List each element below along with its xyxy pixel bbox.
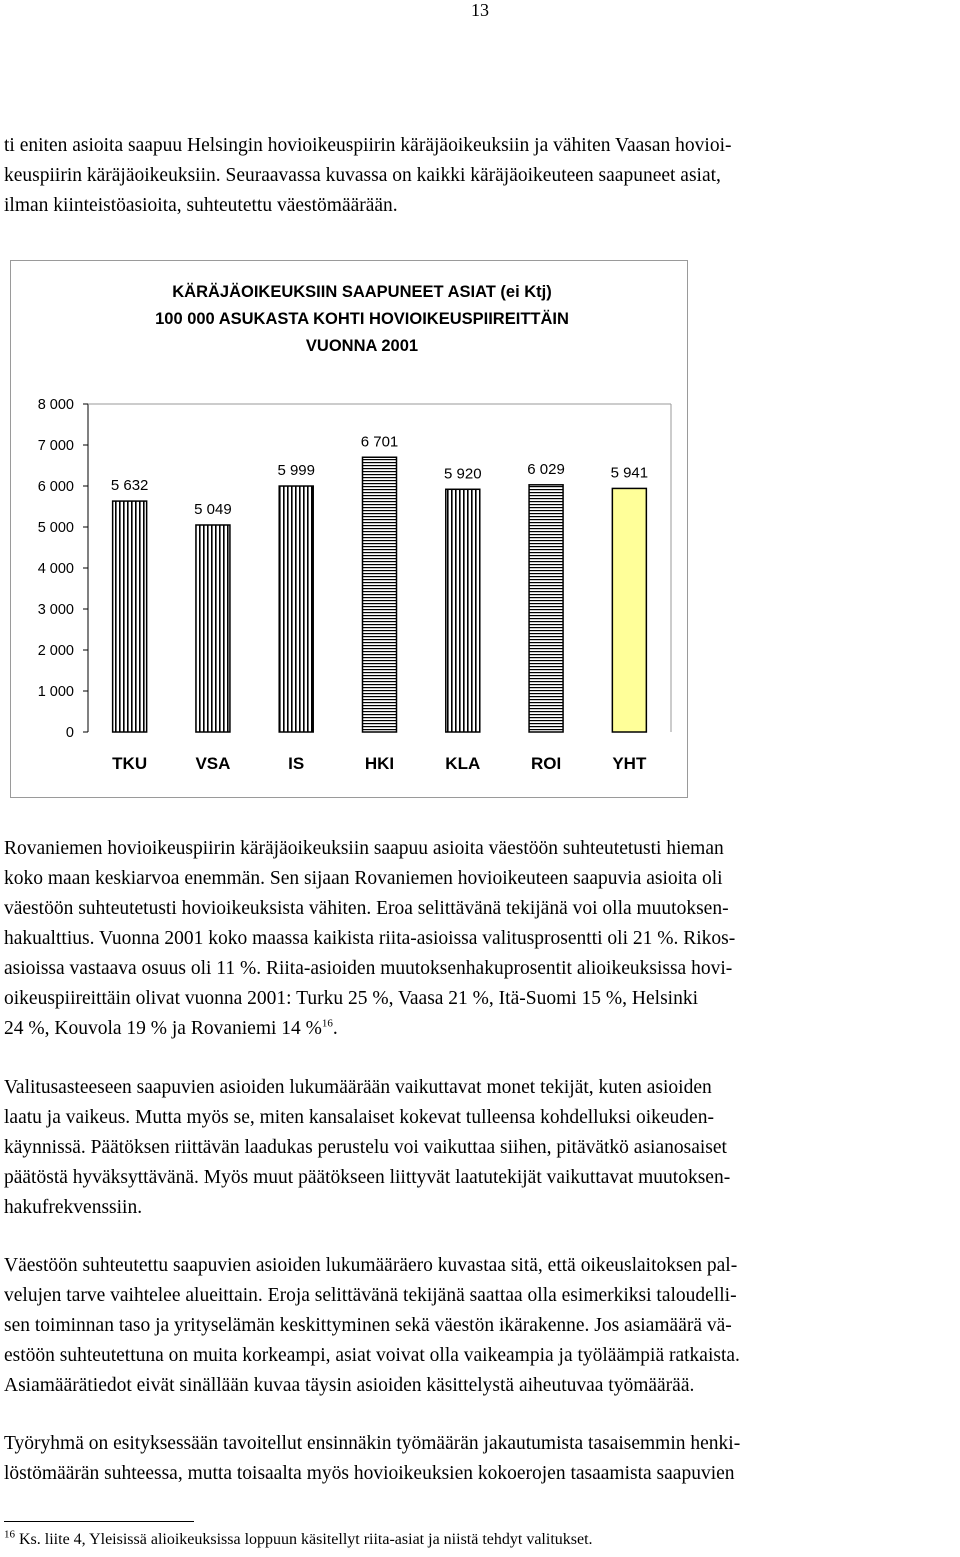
- bar: [612, 488, 646, 732]
- paragraph-differences: [4, 1251, 956, 1401]
- y-tick-label: 1 000: [37, 684, 74, 700]
- y-tick-label: 0: [65, 725, 74, 741]
- paragraph-line: väestöön suhteutetusti hovioikeuksista vähiten. Eroa selittävänä tekijänä voi olla muutoksen-: [4, 898, 729, 919]
- bar-series: [111, 433, 648, 773]
- paragraph-line: käynnissä. Päätöksen riittävän laadukas perustelu voi vaikuttaa siihen, pitävätkö asianosaiset: [4, 1137, 727, 1158]
- bar: [196, 525, 230, 732]
- y-tick-label: 7 000: [37, 438, 74, 454]
- bar-chart: [11, 261, 687, 797]
- paragraph-line: laatu ja vaikeus. Mutta myös se, miten kansalaiset kokevat tulleensa kohdelluksi oikeuden-: [4, 1107, 714, 1128]
- paragraph-line: löstömäärän suhteessa, mutta toisaalta myös hovioikeuksien kokoerojen tasaamista saapuvien: [4, 1463, 735, 1484]
- bar-value-label: 5 049: [194, 500, 232, 518]
- bar-value-label: 5 999: [277, 462, 315, 480]
- bar: [529, 485, 563, 732]
- paragraph-intro: [4, 131, 956, 221]
- paragraph-line: 24 %, Kouvola 19 % ja Rovaniemi 14 %: [4, 1018, 322, 1039]
- paragraph-rovaniemi: [4, 834, 956, 1044]
- paragraph-line: sen toiminnan taso ja yrityselämän keskittyminen sekä väestön ikärakenne. Jos asiamäärä vä-: [4, 1315, 732, 1336]
- paragraph-line: päätöstä hyväksyttävänä. Myös muut päätökseen liittyvät laatutekijät vaikuttavat muutoksen-: [4, 1167, 731, 1188]
- y-tick-label: 3 000: [37, 602, 74, 618]
- paragraph-line: hakualttius. Vuonna 2001 koko maassa kaikista riita-asioissa valitusprosentti oli 21 %. Rikos-: [4, 928, 736, 949]
- paragraph-last-line: [4, 1014, 956, 1044]
- y-tick-label: 5 000: [37, 520, 74, 536]
- footnote-text: Ks. liite 4, Yleisissä alioikeuksissa loppuun käsitellyt riita-asiat ja niistä tehdyt valitukset.: [15, 1531, 593, 1548]
- page-number: 13: [471, 0, 489, 20]
- footnote: [4, 1527, 593, 1553]
- paragraph-working-group: [4, 1429, 956, 1489]
- paragraph-line: estöön suhteutettuna on muita korkeampi, asiat voivat olla vaikeampia ja työläämpiä ratkaista.: [4, 1345, 740, 1366]
- footnote-number: 16: [4, 1528, 15, 1541]
- bar: [446, 489, 480, 732]
- x-category-label: ROI: [530, 754, 562, 773]
- x-category-label: HKI: [364, 754, 395, 773]
- chart-frame: [10, 260, 688, 798]
- bar: [363, 457, 397, 732]
- x-category-label: IS: [288, 754, 305, 773]
- sentence-end: .: [332, 1018, 338, 1039]
- bar-value-label: 6 029: [527, 460, 565, 478]
- bar: [279, 486, 313, 732]
- bar: [113, 501, 147, 732]
- chart-title-line-3: VUONNA 2001: [305, 337, 419, 355]
- paragraph-line: Väestöön suhteutettu saapuvien asioiden lukumääräero kuvastaa sitä, että oikeuslaitoksen pal-: [4, 1255, 738, 1276]
- paragraph-line: Rovaniemen hovioikeuspiirin käräjäoikeuksiin saapuu asioita väestöön suhteutetusti hieman: [4, 838, 724, 859]
- footnote-reference[interactable]: 16: [321, 1017, 333, 1030]
- x-category-label: VSA: [195, 754, 231, 773]
- footnote-divider: [4, 1521, 194, 1522]
- paragraph-line: Asiamäärätiedot eivät sinällään kuvaa täysin asioiden käsittelystä aiheutuvaa työmäärää.: [4, 1375, 695, 1396]
- paragraph-line: oikeuspiireittäin olivat vuonna 2001: Turku 25 %, Vaasa 21 %, Itä-Suomi 15 %, Helsinki: [4, 988, 698, 1009]
- chart-title-line-1: KÄRÄJÄOIKEUKSIIN SAAPUNEET ASIAT (ei Ktj): [172, 283, 552, 301]
- paragraph-appeals: [4, 1073, 956, 1223]
- paragraph-line: ilman kiinteistöasioita, suhteutettu väestömäärään.: [4, 195, 398, 216]
- bar-value-label: 5 632: [110, 477, 149, 495]
- y-tick-label: 4 000: [37, 561, 74, 577]
- x-category-label: TKU: [112, 754, 148, 773]
- paragraph-line: keuspiirin käräjäoikeuksiin. Seuraavassa kuvassa on kaikki käräjäoikeuteen saapuneet asiat,: [4, 165, 721, 186]
- paragraph-line: Työryhmä on esityksessään tavoitellut ensinnäkin työmäärän jakautumista tasaisemmin henki-: [4, 1433, 741, 1454]
- paragraph-line: velujen tarve vaihtelee alueittain. Eroja selittävänä tekijänä saattaa olla esimerkiksi taloudelli-: [4, 1285, 737, 1306]
- paragraph-line: koko maan keskiarvoa enemmän. Sen sijaan Rovaniemen hovioikeuteen saapuvia asioita oli: [4, 868, 723, 889]
- x-category-label: YHT: [612, 754, 647, 773]
- paragraph-line: hakufrekvenssiin.: [4, 1197, 143, 1218]
- paragraph-line: asioissa vastaava osuus oli 11 %. Riita-asioiden muutoksenhakuprosentit alioikeuksissa hovi-: [4, 958, 733, 979]
- y-tick-label: 8 000: [37, 397, 74, 413]
- chart-title-line-2: 100 000 ASUKASTA KOHTI HOVIOIKEUSPIIREITTÄIN: [155, 310, 569, 328]
- bar-value-label: 5 920: [444, 465, 482, 483]
- paragraph-line: ti eniten asioita saapuu Helsingin hovioikeuspiirin käräjäoikeuksiin ja vähiten Vaasan hovioi-: [4, 135, 732, 156]
- bar-value-label: 6 701: [360, 433, 399, 451]
- x-category-label: KLA: [445, 754, 481, 773]
- bar-value-label: 5 941: [610, 464, 649, 482]
- y-tick-label: 2 000: [37, 643, 74, 659]
- paragraph-line: Valitusasteeseen saapuvien asioiden lukumäärään vaikuttavat monet tekijät, kuten asioiden: [4, 1077, 712, 1098]
- y-tick-label: 6 000: [37, 479, 74, 495]
